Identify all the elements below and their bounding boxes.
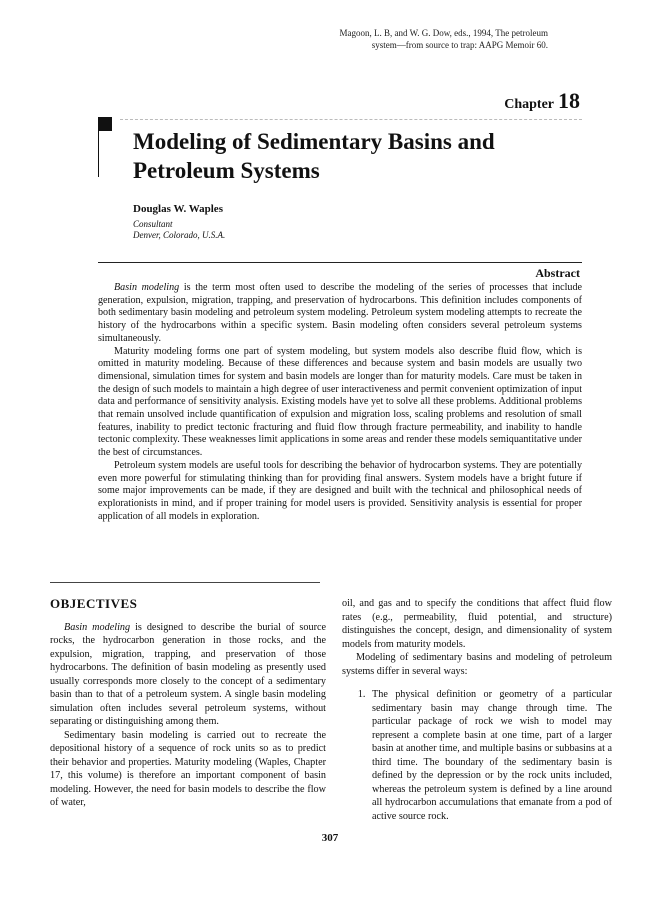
section-rule xyxy=(50,582,320,583)
objectives-p1-text: is designed to describe the burial of source rocks, the hydrocarbon generation in those rocks, and the expulsion, migration, trapping, and preservation of those hydrocarbons. The definition of basin modeling as presently used usually corresponds more closely to the concept of a sedimentary basin than to that of a petroleum system. A single basin modeling simulation often includes several petroleum systems, without separating or distinguishing among them. xyxy=(50,621,326,727)
abstract-term: Basin modeling xyxy=(114,282,180,293)
chapter-number: 18 xyxy=(558,88,580,113)
citation-block xyxy=(288,27,548,51)
citation-line-1: Magoon, L. B, and W. G. Dow, eds., 1994, The petroleum xyxy=(339,28,548,38)
differences-list xyxy=(342,688,612,823)
objectives-paragraph-2: Sedimentary basin modeling is carried out to recreate the depositional history of a sequence of rock units so as to predict their behavior and properties. Maturity modeling (Waples, Chapter 17, this volume) is therefore an important component of basin modeling. However, the need for basin models to describe the flow of water, xyxy=(50,729,326,808)
corner-marker xyxy=(98,117,112,131)
chapter-label xyxy=(504,88,580,114)
left-column xyxy=(50,597,326,810)
abstract-paragraph-3: Petroleum system models are useful tools for describing the behavior of hydrocarbon systems. They are potentially even more powerful for stimulating thinking than for providing final answers. System models have a bright future if some major improvements can be made, if they are designed and built with the technical and philosophical needs of explorationists in mind, and if proper training for model users is provided. Sensitivity analysis is essential for proper application of all models in exploration. xyxy=(98,459,582,522)
chapter-word: Chapter xyxy=(504,97,554,112)
abstract-body xyxy=(98,282,582,523)
abstract-heading: Abstract xyxy=(535,266,580,280)
title-top-rule xyxy=(120,119,582,120)
abstract-paragraph-2: Maturity modeling forms one part of system modeling, but system models also describe fluid flow, which is omitted in maturity modeling. Because of these differences and because system and basin models are usually two dimensional, simulation times for system and basin models are longer than for maturity models. Care must be taken in the design of such models to maintain a high degree of user interactiveness and permit convenient optimization of input data and performance of sensitivity analysis. Existing models have yet to solve all these problems. Additional problems that remain unsolved include quantification of expulsion and migration loss, scaling problems and resolution of small features, inability to predict tectonic fracturing and fluid flow through fracture permeability, and inability to handle tectonic complexity. These weaknesses limit applications in some areas and render these models semiquantitative under the best of circumstances. xyxy=(98,345,582,459)
abstract-p1-text: is the term most often used to describe the modeling of the series of processes that include generation, expulsion, migration, trapping, and preservation of hydrocarbons. This definition includes components of both sedimentary basin modeling and petroleum system modeling. Petroleum system modeling attempts to recreate the history of the hydrocarbons within a specific system. Basin modeling often considers several petroleum systems simultaneously. xyxy=(98,282,582,344)
page-number: 307 xyxy=(321,832,339,844)
abstract-paragraph-1 xyxy=(98,282,582,346)
objectives-term: Basin modeling xyxy=(64,621,131,633)
corner-line xyxy=(98,131,99,177)
right-column xyxy=(342,597,612,823)
list-item: 1. The physical definition or geometry of a particular sedimentary basin may change through time. The particular package of rock we wish to model may represent a complete basin at one time, part of a larger basin at another time, and multiple basins or subbasins at a third time. The boundary of the sedimentary basin is defined by the depression or by the rock units included, whereas the petroleum system is defined by a line around all hydrocarbon accumulations that emanate from a pod of active source rock. xyxy=(368,688,612,823)
objectives-heading: OBJECTIVES xyxy=(50,596,138,611)
author-location: Denver, Colorado, U.S.A. xyxy=(133,230,226,240)
article-title: Modeling of Sedimentary Basins and Petroleum Systems xyxy=(133,129,495,183)
right-paragraph-1: oil, and gas and to specify the conditions that affect fluid flow rates (e.g., permeability, fluid potential, and structure) distinguishes the concept, design, and dimensionality of system models from maturity models. xyxy=(342,598,612,650)
author-name: Douglas W. Waples xyxy=(133,203,223,215)
author-affiliation: Consultant xyxy=(133,219,173,229)
objectives-paragraph-1 xyxy=(50,621,326,729)
right-paragraph-2: Modeling of sedimentary basins and modeling of petroleum systems differ in several ways: xyxy=(342,652,612,677)
abstract-rule xyxy=(98,262,582,263)
citation-line-2: system—from source to trap: AAPG Memoir 60. xyxy=(371,40,548,50)
